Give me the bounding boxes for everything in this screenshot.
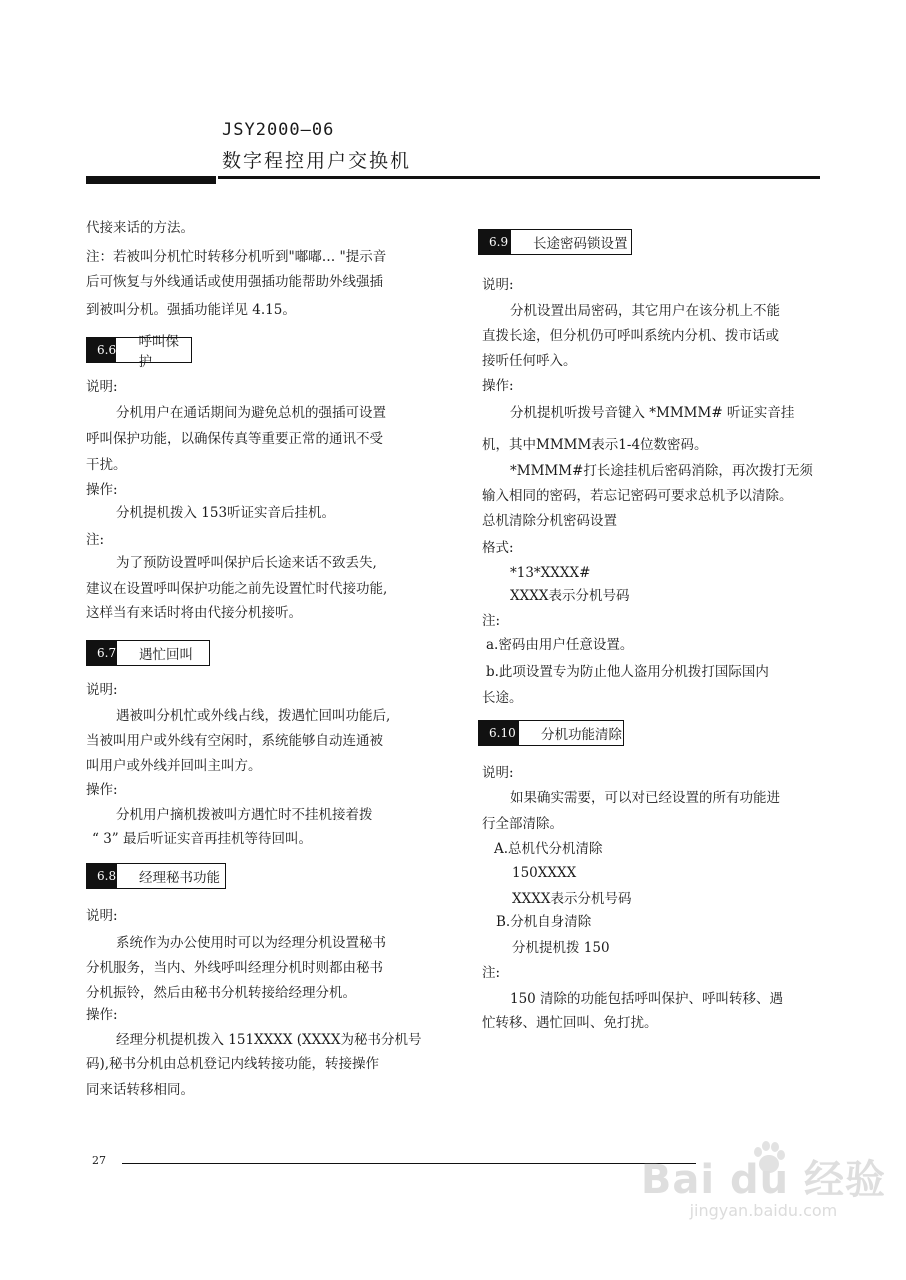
text-line: 注: [482, 613, 501, 629]
text-line: 总机清除分机密码设置 [482, 513, 617, 529]
text-line: 分机服务，当内、外线呼叫经理分机时则都由秘书 [86, 960, 383, 976]
text-line: 格式: [482, 540, 514, 556]
section-heading-6-10 [478, 720, 624, 746]
section-title: 长途密码锁设置 [533, 236, 628, 252]
text-line: 这样当有来话时将由代接分机接听。 [86, 605, 302, 621]
text-line: 操作: [482, 378, 514, 394]
section-number: 6.8 [87, 864, 117, 888]
section-title: 经理秘书功能 [139, 870, 220, 886]
text-line: 叫用户或外线并回叫主叫方。 [86, 758, 262, 774]
watermark-logo: Bai du 经验 [640, 1157, 886, 1203]
text-line: 码),秘书分机由总机登记内线转接功能，转接操作 [86, 1056, 380, 1072]
text-line: 分机振铃，然后由秘书分机转接给经理分机。 [86, 985, 356, 1001]
text-line: 如果确实需要，可以对已经设置的所有功能进 [510, 790, 780, 806]
text-line: 注: [482, 965, 501, 981]
text-line: a.密码由用户任意设置。 [486, 637, 634, 653]
section-title: 呼叫保护 [138, 334, 179, 370]
text-line: 长途。 [482, 690, 523, 706]
text-line: *13*XXXX# [510, 565, 591, 581]
text-line: 当被叫用户或外线有空闲时，系统能够自动连通被 [86, 733, 383, 749]
text-line: A.总机代分机清除 [494, 841, 603, 857]
text-line: *MMMM#打长途挂机后密码消除，再次拨打无须 [510, 463, 813, 479]
text-line: 分机提机拨入 153听证实音后挂机。 [116, 505, 336, 521]
section-title: 分机功能清除 [541, 727, 622, 743]
section-number: 6.7 [87, 641, 117, 665]
text-line: B.分机自身清除 [496, 914, 592, 930]
section-heading-6-7 [86, 640, 210, 666]
section-heading-6-8 [86, 863, 226, 889]
text-line: 注：若被叫分机忙时转移分机听到"嘟嘟… "提示音 [86, 249, 387, 265]
text-line: 注: [86, 532, 105, 548]
text-line: XXXX表示分机号码 [510, 588, 630, 604]
header-title: 数字程控用户交换机 [222, 150, 412, 172]
section-heading-6-6 [86, 334, 192, 370]
text-line: 系统作为办公使用时可以为经理分机设置秘书 [116, 935, 386, 951]
text-line: 忙转移、遇忙回叫、免打扰。 [482, 1015, 658, 1031]
text-line: 分机提机拨 150 [512, 940, 610, 956]
section-number: 6.9 [479, 230, 511, 254]
text-line: 机，其中MMMM表示1-4位数密码。 [482, 437, 708, 453]
text-line: 输入相同的密码，若忘记密码可要求总机予以清除。 [482, 488, 793, 504]
watermark [641, 1148, 886, 1220]
text-line: 说明: [86, 379, 118, 395]
text-line: b.此项设置专为防止他人盗用分机拨打国际国内 [486, 664, 769, 680]
text-line: 操作: [86, 1007, 118, 1023]
text-line: 为了预防设置呼叫保护后长途来话不致丢失, [116, 555, 377, 571]
header-model: JSY2000—06 [222, 120, 335, 140]
text-line: 说明: [86, 908, 118, 924]
text-line: 干扰。 [86, 457, 127, 473]
text-line: 分机用户摘机拨被叫方遇忙时不挂机接着拨 [116, 807, 373, 823]
text-line: 到被叫分机。强插功能详见 4.15。 [86, 302, 296, 318]
text-line: 说明: [482, 765, 514, 781]
footer-rule [122, 1163, 696, 1164]
text-line: 150 清除的功能包括呼叫保护、呼叫转移、遇 [510, 991, 784, 1007]
text-line: 分机提机听拨号音键入 *MMMM# 听证实音挂 [510, 405, 795, 421]
section-number: 6.10 [479, 721, 519, 745]
text-line: 遇被叫分机忙或外线占线，拨遇忙回叫功能后, [116, 708, 391, 724]
text-line: 150XXXX [512, 865, 577, 881]
section-heading-6-9 [478, 229, 632, 255]
text-line: 说明: [86, 682, 118, 698]
text-line: 后可恢复与外线通话或使用强插功能帮助外线强插 [86, 274, 383, 290]
text-line: 说明: [482, 277, 514, 293]
text-line: “ 3” 最后听证实音再挂机等待回叫。 [92, 831, 312, 847]
text-line: 分机用户在通话期间为避免总机的强插可设置 [116, 405, 386, 421]
text-line: 代接来话的方法。 [86, 220, 194, 236]
text-line: 同来话转移相同。 [86, 1082, 194, 1098]
text-line: 呼叫保护功能，以确保传真等重要正常的通讯不受 [86, 431, 383, 447]
header-rule-thick [86, 176, 216, 184]
text-line: 直拨长途，但分机仍可呼叫系统内分机、拨市话或 [482, 328, 779, 344]
text-line: 操作: [86, 782, 118, 798]
text-line: 经理分机提机拨入 151XXXX (XXXX为秘书分机号 [116, 1032, 422, 1048]
text-line: 分机设置出局密码，其它用户在该分机上不能 [510, 303, 780, 319]
header-rule-thin [218, 176, 820, 179]
text-line: XXXX表示分机号码 [512, 891, 632, 907]
section-title: 遇忙回叫 [139, 647, 193, 663]
section-number: 6.6 [87, 338, 116, 362]
page-number: 27 [92, 1154, 106, 1167]
watermark-url: jingyan.baidu.com [689, 1201, 838, 1220]
text-line: 建议在设置呼叫保护功能之前先设置忙时代接功能, [86, 581, 388, 597]
text-line: 操作: [86, 482, 118, 498]
text-line: 行全部清除。 [482, 816, 563, 832]
text-line: 接听任何呼入。 [482, 353, 577, 369]
